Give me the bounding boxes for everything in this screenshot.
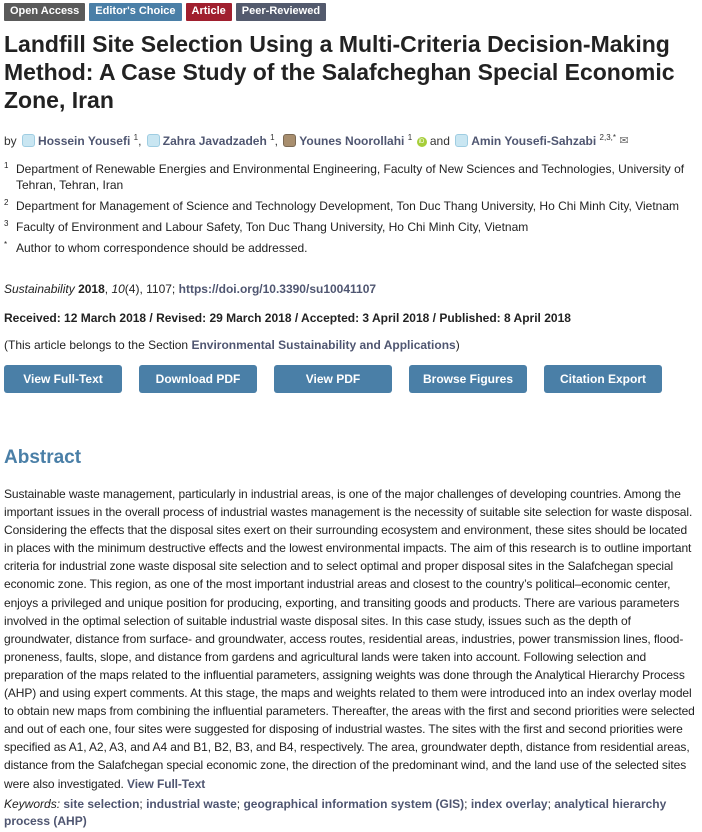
citation-issue-pages: (4), 1107; (124, 282, 176, 296)
badge-article: Article (186, 3, 232, 21)
affiliation-number: 3 (4, 219, 9, 228)
author-affiliation-sup: 1 (133, 133, 139, 142)
section-note-suffix: ) (455, 338, 460, 352)
author-link-hossein-yousefi[interactable]: Hossein Yousefi (38, 134, 131, 148)
orcid-icon[interactable]: iD (417, 137, 427, 147)
doi-link[interactable]: https://doi.org/10.3390/su10041107 (178, 282, 377, 296)
citation-export-button[interactable]: Citation Export (544, 365, 662, 393)
affiliation-number: 2 (4, 198, 9, 207)
author-link-zahra-javadzadeh[interactable]: Zahra Javadzadeh (162, 134, 267, 148)
citation-volume: 10 (111, 282, 125, 296)
affiliation-text: Department of Renewable Energies and Environmental Engineering, Faculty of New Sciences and Technologies, University of Tehran, Tehran, Iran (16, 162, 685, 192)
keyword-link[interactable]: industrial waste (146, 797, 237, 811)
affiliation-number: * (4, 240, 8, 249)
author-link-amin-yousefi-sahzabi[interactable]: Amin Yousefi-Sahzabi (471, 134, 597, 148)
affiliation-number: 1 (4, 161, 9, 170)
affiliation-text: Author to whom correspondence should be addressed. (16, 241, 308, 255)
view-pdf-button[interactable]: View PDF (274, 365, 392, 393)
email-icon[interactable]: ✉ (619, 135, 629, 147)
author-list: by Hossein Yousefi $^1$, Zahra Javadzadeh $^1$, Younes Noorollahi $^1$ iD and Amin Yousefi-Sahzabi $^{2,3,*}$ ✉ (4, 133, 629, 148)
author-link-younes-noorollahi[interactable]: Younes Noorollahi (299, 134, 405, 148)
badge-open-access[interactable]: Open Access (4, 3, 85, 21)
author-avatar-icon (147, 134, 160, 147)
badge-editors-choice[interactable]: Editor's Choice (89, 3, 181, 21)
author-avatar-icon (22, 134, 35, 147)
affiliation-list (4, 161, 698, 261)
citation-year: 2018 (78, 282, 105, 296)
section-link[interactable]: Environmental Sustainability and Applications (191, 338, 456, 352)
correspondence-note (4, 240, 698, 256)
publication-dates: Received: 12 March 2018 / Revised: 29 March 2018 / Accepted: 3 April 2018 / Published: 8 April 2018 (4, 311, 571, 325)
affiliation-item (4, 219, 698, 235)
keyword-link[interactable]: site selection (63, 797, 140, 811)
by-label: by (4, 134, 17, 148)
affiliation-item (4, 161, 698, 193)
abstract-heading: Abstract (4, 447, 82, 468)
affiliation-text: Department for Management of Science and Technology Development, Ton Duc Thang University, Ho Chi Minh City, Vietnam (16, 199, 680, 213)
view-full-text-button[interactable]: View Full-Text (4, 365, 122, 393)
affiliation-text: Faculty of Environment and Labour Safety, Ton Duc Thang University, Ho Chi Minh City, Vietnam (16, 220, 529, 234)
article-title: Landfill Site Selection Using a Multi-Criteria Decision-Making Method: A Case Study of the Salafcheghan Special Economic Zone, Iran (4, 31, 675, 113)
citation-line: Sustainability 2018, 10(4), 1107; https://doi.org/10.3390/su10041107 (4, 282, 377, 296)
badge-peer-reviewed[interactable]: Peer-Reviewed (236, 3, 326, 21)
browse-figures-button[interactable]: Browse Figures (409, 365, 527, 393)
keyword-link[interactable]: analytical hierarchy process (AHP) (4, 797, 667, 828)
journal-name: Sustainability (4, 282, 75, 296)
abstract-body (4, 485, 698, 793)
section-note (4, 338, 460, 352)
article-badges (4, 3, 326, 21)
author-affiliation-sup: 1 (270, 133, 275, 142)
keywords-label: Keywords: (4, 797, 61, 811)
article-actions (4, 365, 662, 393)
and-label: and (429, 134, 450, 148)
abstract-text: Sustainable waste management, particularly in industrial areas, is one of the major challenges of developing countries. Among the important issues in the overall process of industrial wastes management is the necessity of suitable site selection for waste disposal. Considering the effects that the disposal sites exert on their surrounding ecosystem and environment, these sites should be located in places with the minimum destructive effects and the lowest environmental impacts. The aim of this research is to outline important criteria for industrial zone waste disposal site selection and to select optimal and proper disposal sites in the Salafchegan special economic zone. This region, as one of the most important industrial areas and closest to the country’s political–economic center, enjoys a privileged and unique position for producing, exporting, and transiting goods and products. There are various parameters involved in the optimal selection of suitable industrial waste disposal sites. In this case study, issues such as the depth of groundwater, distance from surface- and groundwater, access routes, residential areas, industries, power transmission lines, flood-proneness, faults, slope, and distance from gardens and agricultural lands were taken into account. Following selection and preparation of the maps related to the influential parameters, assigning weights was done through the Analytical Hierarchy Process (AHP) and using expert comments. At this stage, the maps and weights related to them were introduced into an index overlay model to obtain new maps from combining the influential parameters. Thereafter, the areas with the first and second priorities were selected and out of each one, four sites were suggested for disposing of industrial wastes. The sites with the first and second priorities were specified as A1, A2, A3, and A4 and B1, B2, B3, and B4, respectively. The area, groundwater depth, distance from residential areas, distance from the Salafchegan special economic zone, the direction of the predominant wind, and the land use of the selected sites were also investigated. (4, 487, 695, 791)
author-avatar-icon (455, 134, 468, 147)
keywords: Keywords: site selection; industrial waste; geographical information system (GIS); index overlay; analytical hierarchy process (AHP) (4, 797, 667, 828)
section-note-prefix: (This article belongs to the Section (4, 338, 189, 352)
keyword-link[interactable]: index overlay (470, 797, 548, 811)
author-affiliation-sup: 2,3,* (599, 133, 616, 142)
author-affiliation-sup: 1 (407, 133, 413, 142)
author-photo-icon (283, 134, 296, 147)
keyword-link[interactable]: geographical information system (GIS) (243, 797, 465, 811)
affiliation-item (4, 198, 698, 214)
abstract-view-full-text-link[interactable]: View Full-Text (127, 776, 206, 791)
download-pdf-button[interactable]: Download PDF (139, 365, 257, 393)
